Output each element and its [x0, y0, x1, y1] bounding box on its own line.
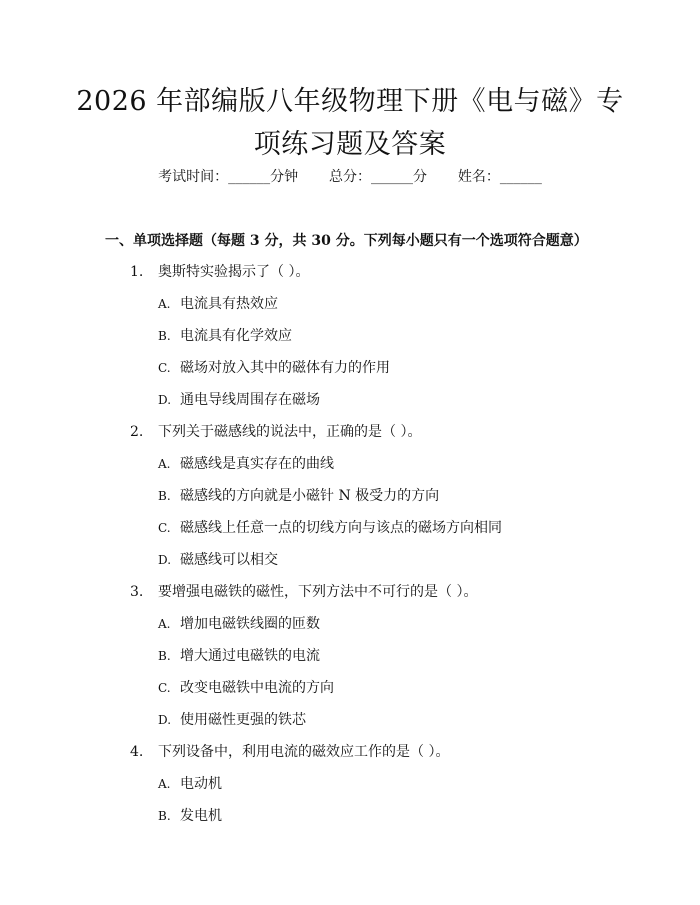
option-3-b	[158, 645, 320, 665]
option-2-d	[158, 549, 278, 569]
option-3-c	[158, 677, 334, 697]
option-text: 改变电磁铁中电流的方向	[180, 680, 334, 696]
option-3-a	[158, 613, 320, 633]
option-letter: D.	[158, 553, 172, 567]
question-4	[130, 741, 449, 761]
option-text: 磁感线的方向就是小磁针 N 极受力的方向	[180, 488, 440, 504]
option-text: 磁场对放入其中的磁体有力的作用	[180, 360, 390, 376]
option-text: 增大通过电磁铁的电流	[180, 648, 320, 664]
option-letter: C.	[158, 521, 171, 535]
option-letter: D.	[158, 393, 172, 407]
option-1-d	[158, 389, 320, 409]
option-letter: C.	[158, 361, 171, 375]
option-letter: B.	[158, 489, 171, 503]
option-4-a	[158, 773, 222, 793]
option-text: 电流具有热效应	[180, 296, 278, 312]
exam-meta	[0, 166, 700, 186]
option-letter: C.	[158, 681, 171, 695]
option-1-c	[158, 357, 390, 377]
option-text: 电流具有化学效应	[180, 328, 292, 344]
option-4-b	[158, 805, 222, 825]
question-text: 奥斯特实验揭示了（ ）。	[158, 264, 310, 280]
option-2-c	[158, 517, 502, 537]
question-number: 4.	[130, 744, 144, 760]
option-letter: D.	[158, 713, 172, 727]
option-1-b	[158, 325, 292, 345]
option-letter: A.	[158, 457, 171, 471]
question-text: 要增强电磁铁的磁性，下列方法中不可行的是（ ）。	[158, 584, 478, 600]
option-text: 磁感线上任意一点的切线方向与该点的磁场方向相同	[180, 520, 502, 536]
option-letter: A.	[158, 617, 171, 631]
option-3-d	[158, 709, 306, 729]
option-text: 增加电磁铁线圈的匝数	[180, 616, 320, 632]
question-number: 2.	[130, 424, 144, 440]
question-number: 1.	[130, 264, 144, 280]
option-2-b	[158, 485, 439, 505]
question-number: 3.	[130, 584, 144, 600]
title-line-2: 项练习题及答案	[253, 129, 447, 160]
question-text: 下列关于磁感线的说法中，正确的是（ ）。	[158, 424, 422, 440]
option-letter: B.	[158, 809, 171, 823]
exam-time-label: 考试时间：______分钟	[158, 169, 299, 185]
option-text: 发电机	[180, 808, 222, 824]
option-text: 磁感线是真实存在的曲线	[180, 456, 334, 472]
option-text: 磁感线可以相交	[180, 552, 278, 568]
option-1-a	[158, 293, 278, 313]
document-title	[60, 80, 640, 166]
question-text: 下列设备中，利用电流的磁效应工作的是（ ）。	[158, 744, 450, 760]
option-2-a	[158, 453, 334, 473]
question-2	[130, 421, 421, 441]
option-text: 电动机	[180, 776, 222, 792]
question-1	[130, 261, 309, 281]
option-letter: B.	[158, 329, 171, 343]
option-letter: B.	[158, 649, 171, 663]
option-letter: A.	[158, 297, 171, 311]
option-text: 通电导线周围存在磁场	[180, 392, 320, 408]
question-3	[130, 581, 477, 601]
title-line-1: 2026 年部编版八年级物理下册《电与磁》专	[76, 86, 624, 117]
total-score-label: 总分：______分	[329, 169, 427, 185]
student-name-label: 姓名：______	[457, 169, 542, 185]
section-heading: 一、单项选择题（每题 3 分，共 30 分。下列每小题只有一个选项符合题意）	[105, 233, 588, 249]
option-text: 使用磁性更强的铁芯	[180, 712, 306, 728]
option-letter: A.	[158, 777, 171, 791]
